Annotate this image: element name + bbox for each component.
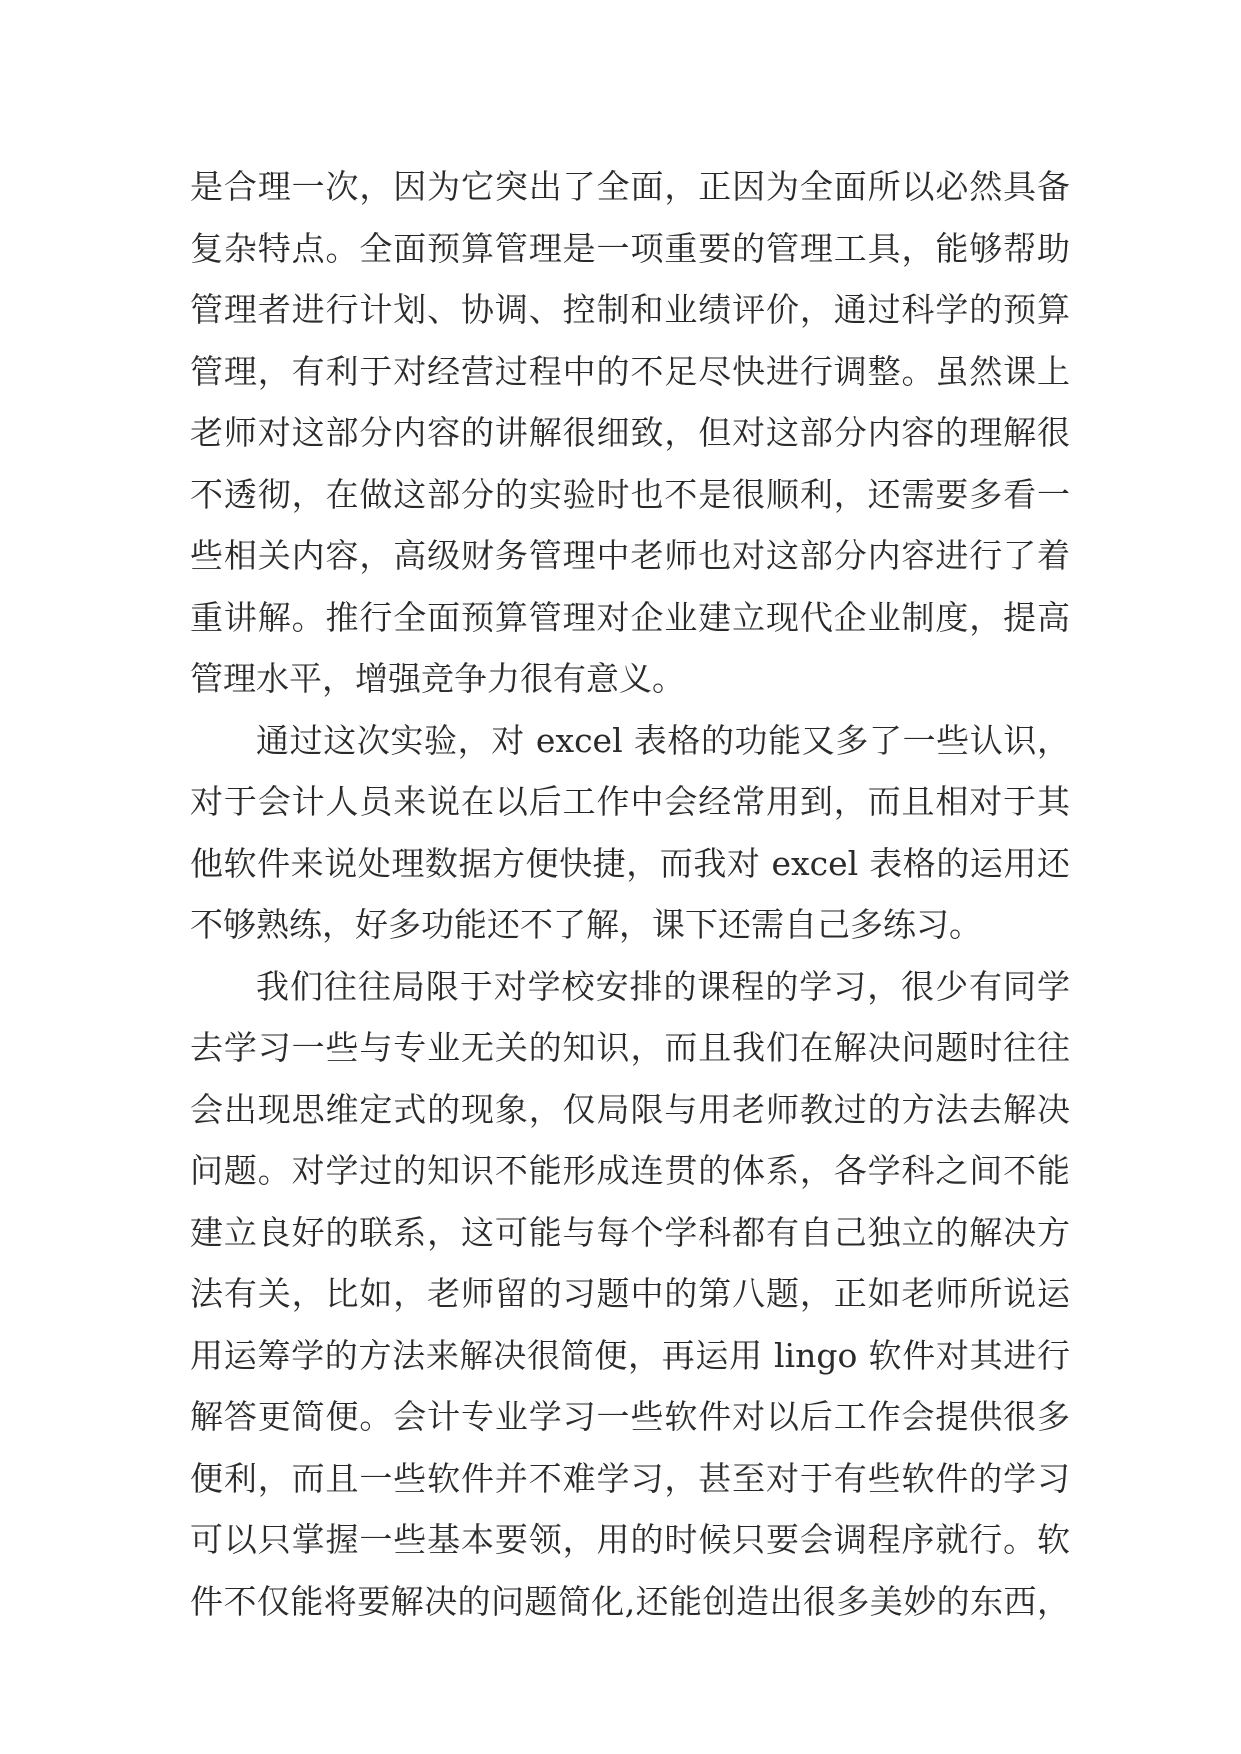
text-line: 老师对这部分内容的讲解很细致，但对这部分内容的理解很	[190, 413, 1070, 452]
text-line: 不透彻，在做这部分的实验时也不是很顺利，还需要多看一	[190, 474, 1070, 514]
text-line: 对于会计人员来说在以后工作中会经常用到，而且相对于其	[190, 782, 1070, 821]
body-text	[190, 156, 1070, 1632]
text-line: 可以只掌握一些基本要领，用的时候只要会调程序就行。软	[190, 1520, 1070, 1559]
text-line: 通过这次实验，对 excel 表格的功能又多了一些认识，	[256, 720, 1070, 760]
text-line: 不够熟练，好多功能还不了解，课下还需自己多练习。	[190, 905, 982, 944]
text-line: 问题。对学过的知识不能形成连贯的体系，各学科之间不能	[190, 1151, 1070, 1190]
text-line: 管理，有利于对经营过程中的不足尽快进行调整。虽然课上	[190, 351, 1070, 391]
text-line: 去学习一些与专业无关的知识，而且我们在解决问题时往往	[190, 1028, 1070, 1067]
text-line: 些相关内容，高级财务管理中老师也对这部分内容进行了着	[190, 536, 1070, 575]
text-line: 解答更简便。会计专业学习一些软件对以后工作会提供很多	[190, 1397, 1070, 1436]
text-line: 件不仅能将要解决的问题简化,还能创造出很多美妙的东西，	[190, 1581, 1070, 1621]
text-line: 复杂特点。全面预算管理是一项重要的管理工具，能够帮助	[190, 228, 1070, 268]
text-line: 建立良好的联系，这可能与每个学科都有自己独立的解决方	[190, 1212, 1070, 1252]
text-line: 我们往往局限于对学校安排的课程的学习，很少有同学	[256, 966, 1070, 1006]
text-line: 重讲解。推行全面预算管理对企业建立现代企业制度，提高	[190, 597, 1070, 637]
text-line: 他软件来说处理数据方便快捷，而我对 excel 表格的运用还	[190, 843, 1070, 883]
text-line: 法有关，比如，老师留的习题中的第八题，正如老师所说运	[190, 1274, 1070, 1313]
text-line: 便利，而且一些软件并不难学习，甚至对于有些软件的学习	[190, 1458, 1070, 1498]
text-line: 是合理一次，因为它突出了全面，正因为全面所以必然具备	[190, 167, 1070, 206]
text-line: 管理水平，增强竞争力很有意义。	[190, 659, 685, 698]
text-line: 会出现思维定式的现象，仅局限与用老师教过的方法去解决	[190, 1089, 1070, 1129]
text-line: 用运筹学的方法来解决很简便，再运用 lingo 软件对其进行	[190, 1335, 1070, 1375]
text-line: 管理者进行计划、协调、控制和业绩评价，通过科学的预算	[190, 290, 1070, 329]
